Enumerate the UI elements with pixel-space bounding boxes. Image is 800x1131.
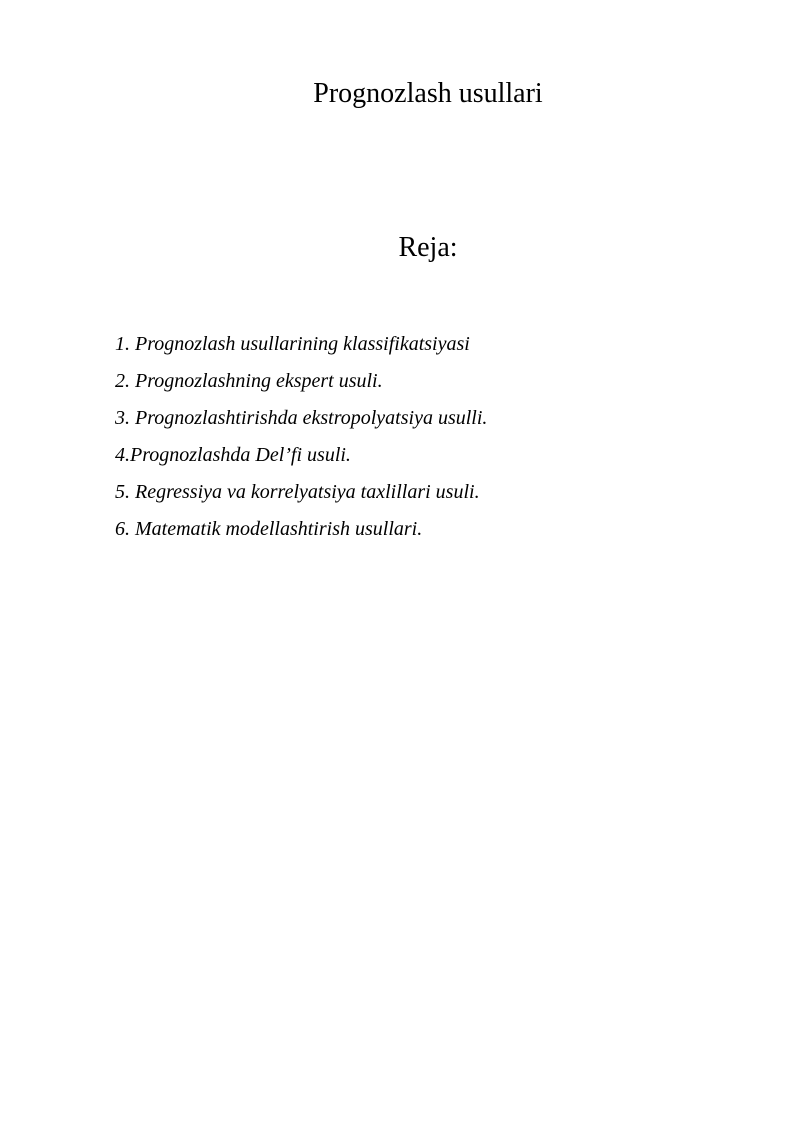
document-title: Prognozlash usullari: [313, 78, 543, 109]
plan-item: 2. Prognozlashning ekspert usuli.: [115, 370, 383, 392]
plan-item: 3. Prognozlashtirishda ekstropolyatsiya usulli.: [115, 407, 488, 429]
plan-heading: Reja:: [398, 232, 458, 263]
plan-list: [115, 330, 487, 552]
plan-item: 1. Prognozlash usullarining klassifikatsiyasi: [115, 333, 470, 355]
plan-item: 5. Regressiya va korrelyatsiya taxlillari usuli.: [115, 481, 480, 503]
plan-item: 6. Matematik modellashtirish usullari.: [115, 518, 423, 540]
plan-item: 4.Prognozlashda Del’fi usuli.: [115, 444, 351, 466]
